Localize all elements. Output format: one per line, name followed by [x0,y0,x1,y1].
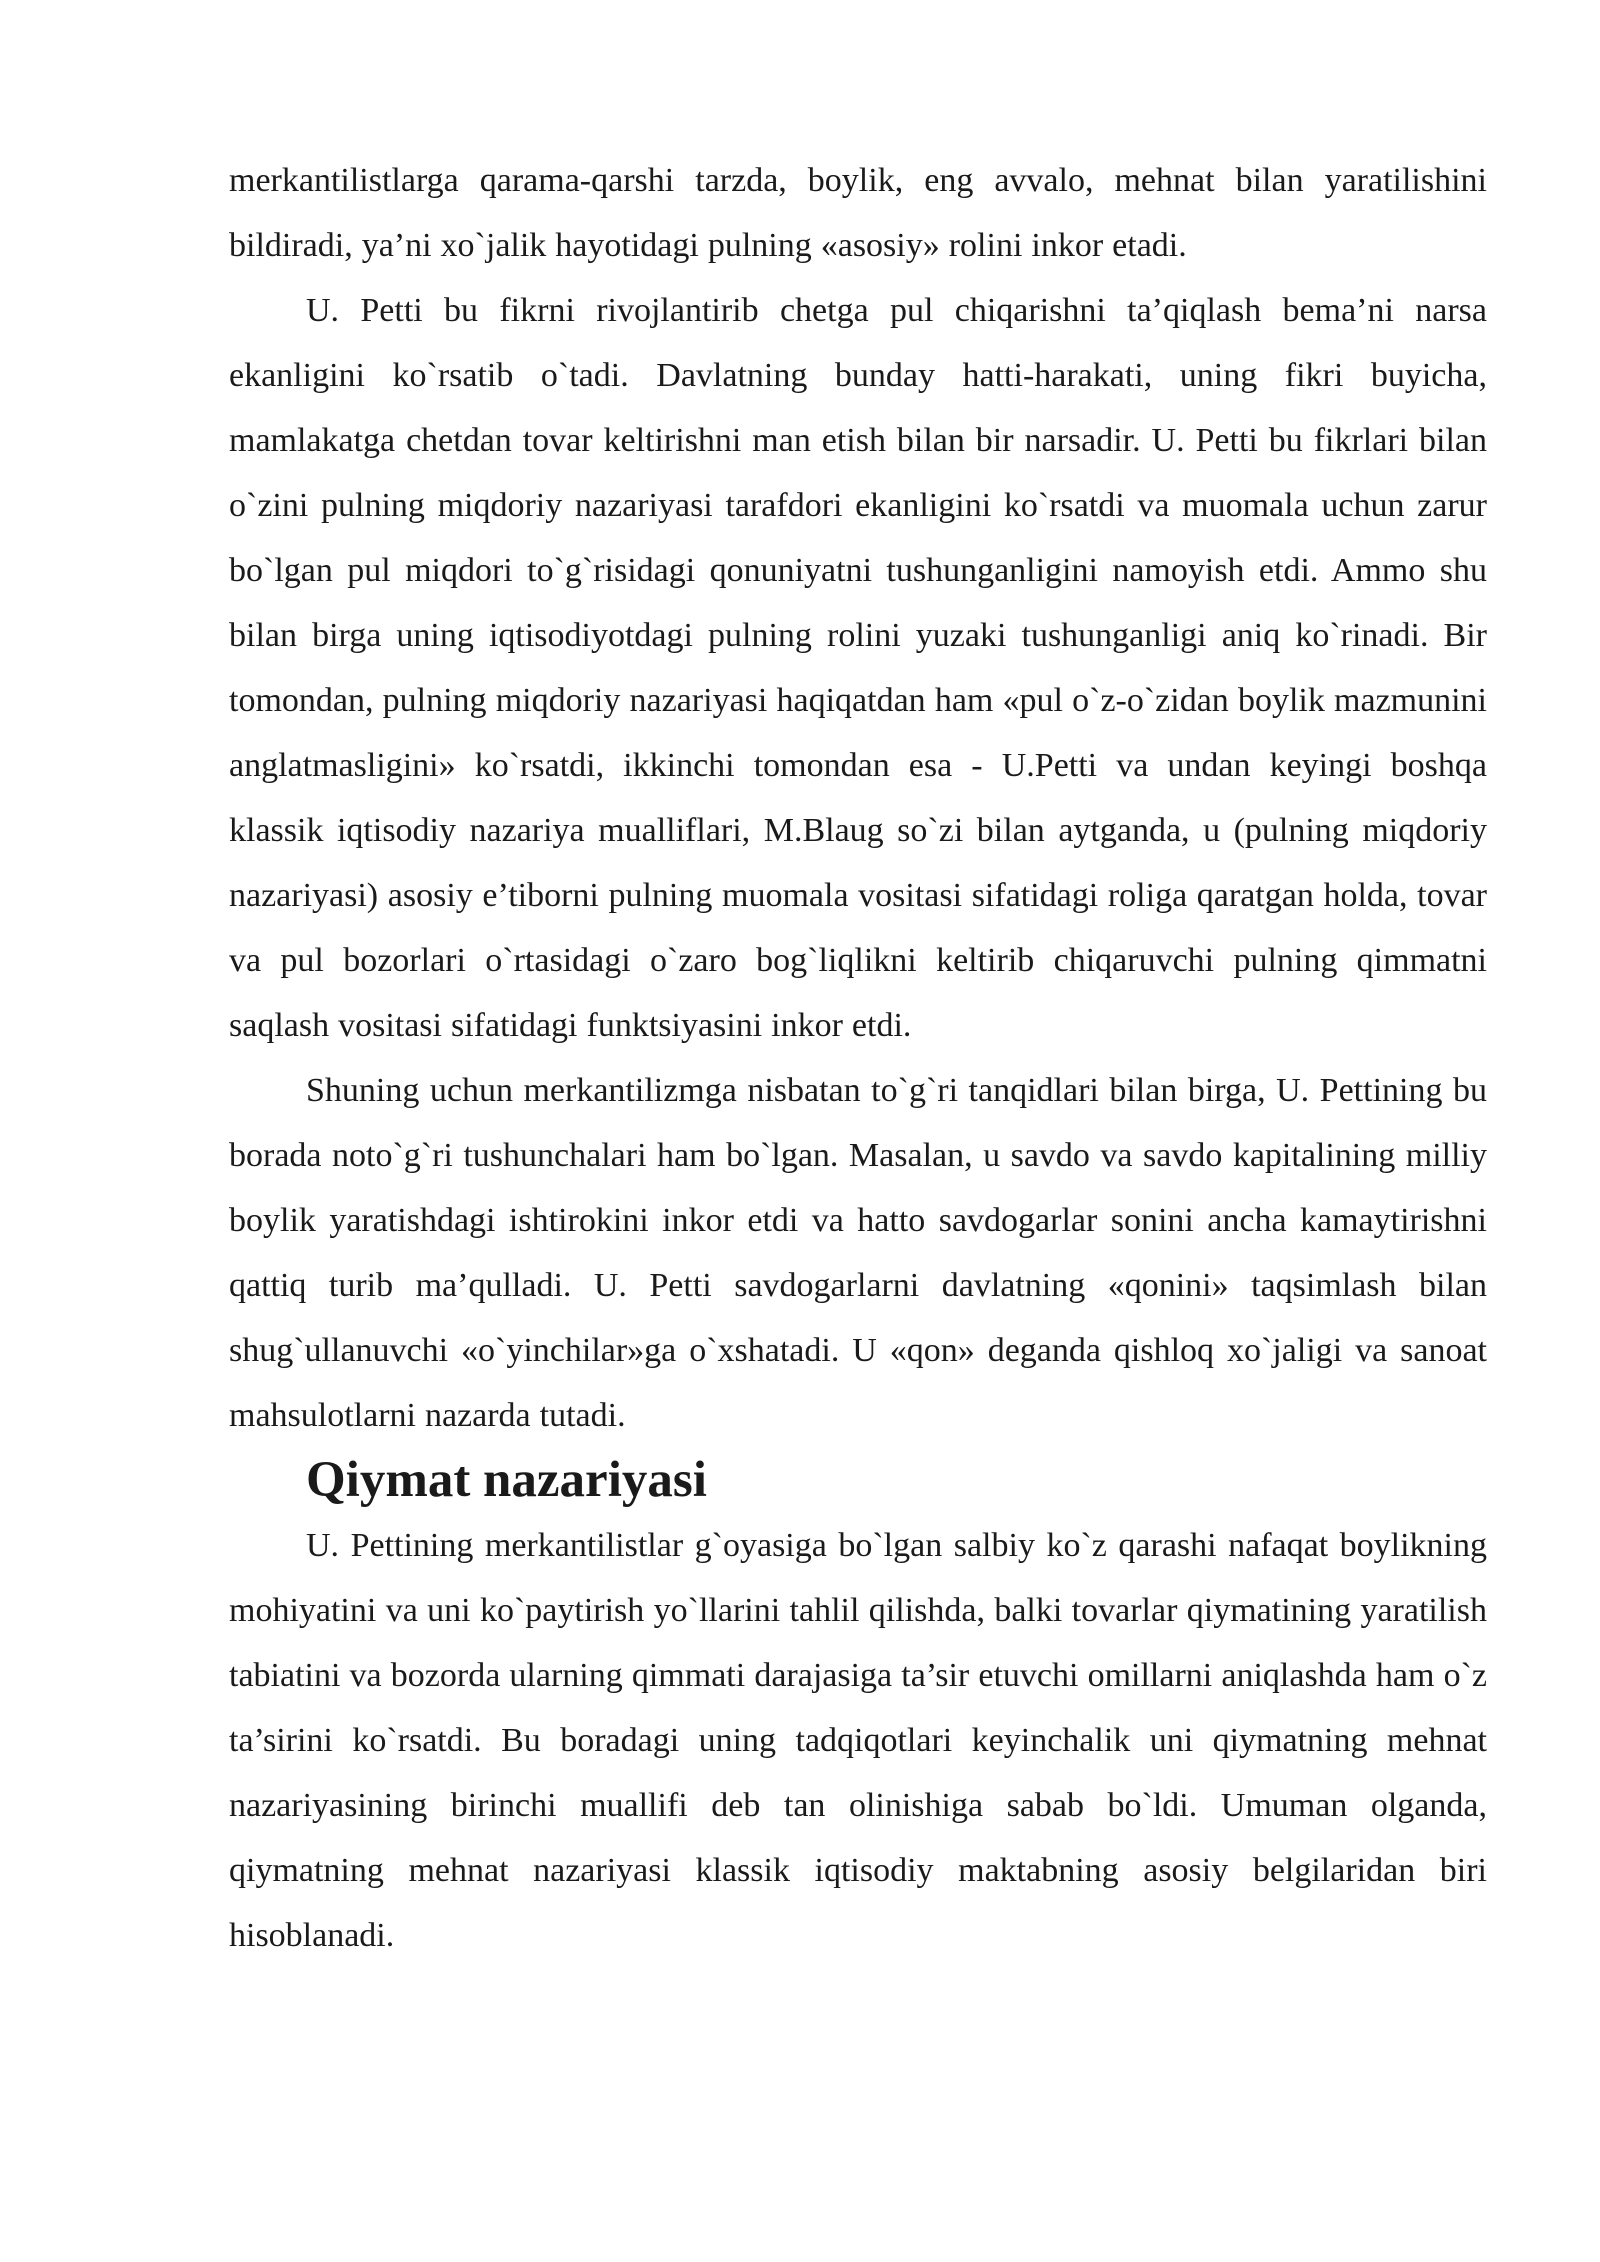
document-body [229,148,1487,1968]
paragraph-continuation: merkantilistlarga qarama-qarshi tarzda, boylik, eng avvalo, mehnat bilan yaratilishini bildiradi, ya’ni xo`jalik hayotidagi pulning «asosiy» rolini inkor etadi. [229,162,1487,264]
section-heading: Qiymat nazariyasi [306,1452,707,1508]
paragraph-merchants: Shuning uchun merkantilizmga nisbatan to`g`ri tanqidlari bilan birga, U. Pettining bu borada noto`g`ri tushunchalari ham bo`lgan. Masalan, u savdo va savdo kapitalining milliy boylik yaratishdagi ishtirokini inkor etdi va hatto savdogarlar sonini ancha kamaytirishni qattiq turib ma’qulladi. U. Petti savdogarlarni davlatning «qonini» taqsimlash bilan shug`ullanuvchi «o`yinchilar»ga o`xshatadi. U «qon» deganda qishloq xo`jaligi va sanoat mahsulotlarni nazarda tutadi. [229,1072,1487,1434]
paragraph-petti-money: U. Petti bu fikrni rivojlantirib chetga pul chiqarishni ta’qiqlash bema’ni narsa ekanligini ko`rsatib o`tadi. Davlatning bunday hatti-harakati, uning fikri buyicha, mamlakatga chetdan tovar keltirishni man etish bilan bir narsadir. U. Petti bu fikrlari bilan o`zini pulning miqdoriy nazariyasi tarafdori ekanligini ko`rsatdi va muomala uchun zarur bo`lgan pul miqdori to`g`risidagi qonuniyatni tushunganligini namoyish etdi. Ammo shu bilan birga uning iqtisodiyotdagi pulning rolini yuzaki tushunganligi aniq ko`rinadi. Bir tomondan, pulning miqdoriy nazariyasi haqiqatdan ham «pul o`z-o`zidan boylik mazmunini anglatmasligini» ko`rsatdi, ikkinchi tomondan esa - U.Petti va undan keyingi boshqa klassik iqtisodiy nazariya mualliflari, M.Blaug so`zi bilan aytganda, u (pulning miqdoriy nazariyasi) asosiy e’tiborni pulning muomala vositasi sifatidagi roliga qaratgan holda, tovar va pul bozorlari o`rtasidagi o`zaro bog`liqlikni keltirib chiqaruvchi pulning qimmatni saqlash vositasi sifatidagi funktsiyasini inkor etdi. [229,292,1487,1044]
paragraph-value-theory: U. Pettining merkantilistlar g`oyasiga bo`lgan salbiy ko`z qarashi nafaqat boylikning mohiyatini va uni ko`paytirish yo`llarini tahlil qilishda, balki tovarlar qiymatining yaratilish tabiatini va bozorda ularning qimmati darajasiga ta’sir etuvchi omillarni aniqlashda ham o`z ta’sirini ko`rsatdi. Bu boradagi uning tadqiqotlari keyinchalik uni qiymatning mehnat nazariyasining birinchi muallifi deb tan olinishiga sabab bo`ldi. Umuman olganda, qiymatning mehnat nazariyasi klassik iqtisodiy maktabning asosiy belgilaridan biri hisoblanadi. [229,1527,1487,1954]
